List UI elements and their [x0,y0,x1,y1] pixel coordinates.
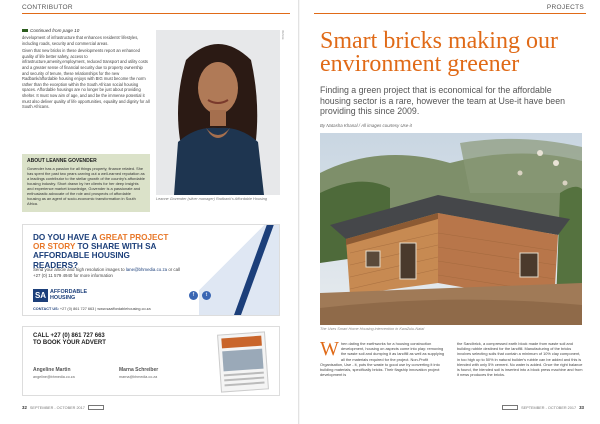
magazine-logo-icon [88,405,104,410]
house-illustration [320,133,582,325]
drop-cap: W [320,338,339,360]
article-body [320,338,584,378]
right-footer [502,405,584,410]
article-column [22,35,150,112]
share-story-advert[interactable] [22,224,280,316]
about-author-box [22,154,150,212]
article-headline: Smart bricks making our environment greener [320,28,558,77]
social-icons [189,291,211,300]
article-deck: Finding a green project that is economical for the affordable housing sector is a rare, however the team at Use-it have been providing this since 2009. [320,85,565,117]
headline-highlight: GREAT PROJECT [99,233,169,242]
paragraph: development of infrastructure that enhances residents' lifestyles, including roads, security and commercial areas. [22,35,139,46]
sa-affordable-housing-logo [33,289,87,302]
house-photo [320,133,582,325]
logo-mark: SA [34,291,47,300]
logo-word: AFFORDABLE [50,288,88,295]
sales-contact-email[interactable]: marna@bhmedia.co.za [119,375,158,379]
logo-wordmark [50,290,87,301]
section-rule [314,13,586,14]
right-page [300,0,600,424]
left-footer [22,405,104,410]
sales-contact-email[interactable]: angeline@bhmedia.co.za [33,375,75,379]
sales-contact-name: Marna Schreiber [119,367,159,373]
about-text: Govender has a passion for all things property, finance related. She has spent the past two years carving out a well-earned reputation as a leadings contributor to the stellar growth of the country's affordable housing industry. Short drawn by her clients for her deep insights and experience market knowledge, Govender is a passionate and enthusiastic advocate of the role and prospects of affordable housing as an agent of socio-economic transformation in South Africa. [27,166,145,206]
book-advert-headline [33,333,106,347]
continued-note [22,28,79,33]
continued-text: Continued from page 10 [30,28,80,33]
facebook-icon[interactable]: f [189,291,198,300]
advert-headline [33,233,173,270]
continued-marker [22,29,28,32]
headline-line: CALL +27 (0) 861 727 663 [33,333,105,339]
issue-date: SEPTEMBER - OCTOBER 2017 [521,405,577,410]
book-advert-ad[interactable] [22,326,280,396]
article-column-1 [320,338,447,378]
portrait-illustration [156,30,280,195]
portrait-photo [156,30,280,195]
headline-part: DO YOU HAVE A [33,233,100,242]
article-byline: By Natasha Khanal / All images courtesy Use-it [320,123,412,128]
section-label-projects: PROJECTS [546,4,584,11]
advert-subtext [33,267,183,279]
photo-caption: The Uses Smart Home Housing intervention in KwaZulu-Natal [320,327,425,331]
subtext-part: or call +27 (0) 11 579 4940 for more information [33,267,181,278]
headline-line: TO BOOK YOUR ADVERT [33,340,106,346]
contact-label: CONTACT US: [33,307,59,311]
photo-credit: IMAGE [281,30,285,40]
issue-date: SEPTEMBER - OCTOBER 2017 [29,405,85,410]
article-column-2: the Sandbrick, a compressed earth block made from waste soil and building rubble destined for the landfill. Manufacturing of the bricks involves selecting soils that contain a minimum of 10% clay component, in too high up to 50% in natural builder's rubble can be added and this is blended with only 5% cement. No water is added. Once the right balance is found, the blended soil is inserted into a block press machine and from it news produces the bricks. [457,341,583,378]
about-title: ABOUT LEANNE GOVENDER [27,158,97,164]
article-text: hen dating the earthworks for a housing construction development, housing on aspects come into play: removing the waste soil and dumping it as landfill as well as supplying all the materials required for the project. Non-Profit Organisation, Use - it, puts the waste to good use by converting it into building materials, specifically bricks. Their flagship innovation project development is [320,341,445,378]
subtext-part: Send your article and high resolution images to [33,267,125,272]
email-link[interactable]: lane@bhmedia.co.za [125,267,168,272]
headline-part: TO SHARE WITH SA AFFORDABLE HOUSING READERS? [33,242,157,270]
magazine-cover-image [217,331,269,392]
portrait-caption: Leanne Govender (silver manager) Radbank's Affordable Housing [156,197,267,201]
logo-word: HOUSING [50,294,76,301]
advert-contact [33,307,151,311]
twitter-icon[interactable]: t [202,291,211,300]
section-rule [22,13,290,14]
paragraph: Given that new bricks in these developments report an enhanced quality of life better safety, access to infrastructure,amenity,employment, reduced transport and utility costs and a greater sense of financial security due to property ownership and security of tenure, these relationships for the new Radbank/affordable housing enjoys with BIG must become the norm rather than the exception within the South African social housing spaces. Affordable housings are no longer be just about providing shelter. It must now aim of age, and and be the immense potential it must also deliver quality of life opportunities, equality and dignity for all South Africans. [22,48,150,110]
contact-text: +27 (0) 861 727 663 | www.saaffordablehousing.co.za [58,307,151,311]
page-number: 33 [579,405,584,410]
page-number: 32 [22,405,27,410]
headline-highlight: OR STORY [33,242,76,252]
magazine-logo-icon [502,405,518,410]
sales-contact-name: Angeline Martin [33,367,71,373]
section-label-contributor: CONTRIBUTOR [22,4,73,11]
